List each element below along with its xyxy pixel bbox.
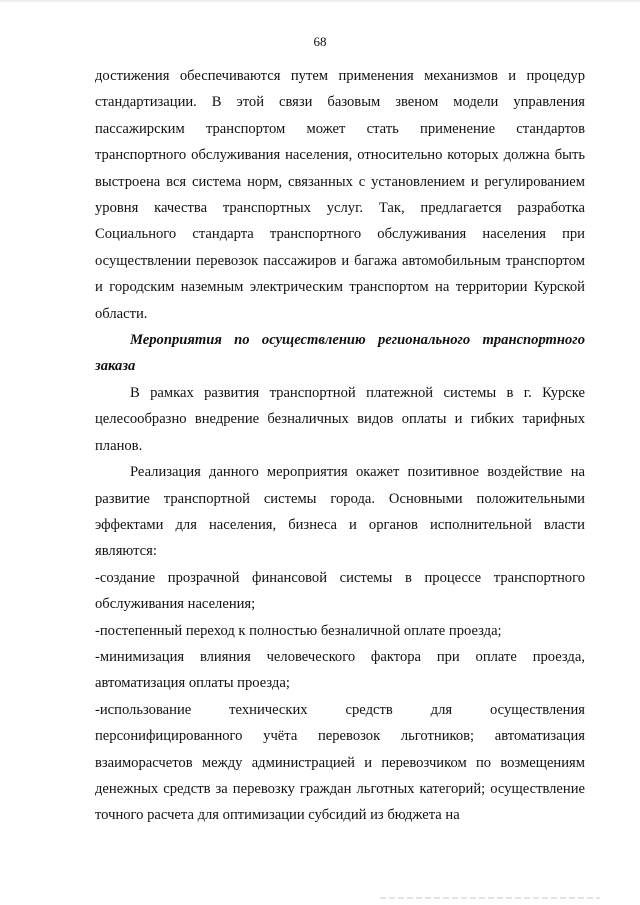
paragraph-effects-intro: Реализация данного мероприятия окажет позитивное воздействие на развитие транспортной системы города. Основными положительными эффектами для населения, бизнеса и органов исполнительной власти являются: [95,464,585,560]
page-number: 68 [313,34,327,49]
paragraph-payment-system: В рамках развития транспортной платежной системы в г. Курске целесообразно внедрение безналичных видов оплаты и гибких тарифных планов. [95,384,585,454]
list-item-human-factor: -минимизация влияния человеческого фактора при оплате проезда, автоматизация оплаты проезда; [95,648,585,692]
list-item-technical-means: -использование технических средств для осуществления персонифицированного учёта перевозок льготников; автоматизация взаиморасчетов между администрацией и перевозчиком по возмещениям денежных средств за перевозку граждан льготных категорий; осуществление точного расчета для оптимизации субсидий из бюджета на [95,701,585,824]
list-item-cashless-transition: -постепенный переход к полностью безналичной оплате проезда; [95,622,502,639]
paragraph-standards: достижения обеспечиваются путем применения механизмов и процедур стандартизации. В этой связи базовым звеном модели управления пассажирским транспортом может стать применение стандартов транспортного обслуживания населения, относительно которых должна быть выстроена вся система норм, связанных с установлением и регулированием уровня качества транспортных услуг. Так, предлагается разработка Социального стандарта транспортного обслуживания населения при осуществлении перевозок пассажиров и багажа автомобильным транспортом и городским наземным электрическим транспортом на территории Курской области. [95,68,585,322]
section-heading: Мероприятия по осуществлению регионального транспортного заказа [95,332,585,375]
scan-edge-bottom [380,897,600,899]
scan-edge-top [0,0,640,3]
body-text [95,63,585,829]
list-item-transparent-finance: -создание прозрачной финансовой системы в процессе транспортного обслуживания населения; [95,569,585,613]
